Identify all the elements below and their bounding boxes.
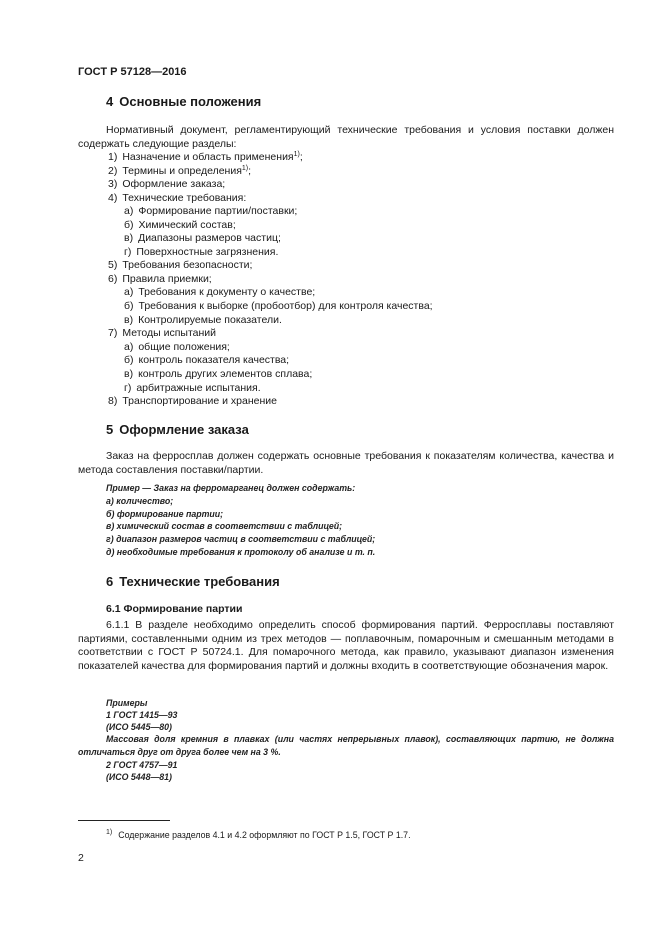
list-subitem — [124, 368, 312, 382]
section-5-text — [78, 450, 614, 477]
section-6-heading — [106, 574, 280, 589]
footnote-mark: 1) — [106, 829, 113, 836]
list-subitem — [124, 354, 289, 368]
example-2-standard: 2 ГОСТ 4757—91 — [106, 760, 178, 770]
clause-6-1-1 — [78, 619, 614, 674]
list-marker: 8) — [108, 395, 118, 407]
list-marker: а) — [124, 341, 134, 353]
list-text: Требования к выборке (пробоотбор) для контроля качества; — [138, 300, 433, 312]
list-item — [108, 178, 225, 192]
list-item — [108, 192, 246, 206]
section-number: 6 — [106, 574, 114, 589]
list-punct: ; — [248, 165, 252, 177]
example-2-iso: (ИСО 5448—81) — [106, 772, 172, 782]
list-text: Диапазоны размеров частиц; — [138, 232, 281, 244]
example-1-text — [78, 733, 614, 759]
list-marker: 4) — [108, 192, 118, 204]
list-subitem — [124, 300, 433, 314]
examples-title: Примеры — [106, 698, 148, 708]
list-item — [108, 273, 212, 287]
section-title: Основные положения — [119, 94, 262, 109]
paragraph-text: 6.1.1 В разделе необходимо определить способ формирования партий. Ферросплавы поставляют партиями, составленными одним из трех методов — поплавочным, помарочным и смешанным методами в соответствии с ГОСТ Р 50724.1. Для помарочного метода, как правило, указывают диапазон изменения показателей качества для формирования партий и должны входить в соответствующие обозначения марок. — [78, 619, 614, 673]
list-subitem — [124, 341, 230, 355]
list-item — [108, 327, 216, 341]
page-number: 2 — [78, 852, 84, 864]
list-marker: а) — [124, 286, 134, 298]
example-line: б) формирование партии; — [106, 509, 224, 519]
list-text: Контролируемые показатели. — [138, 314, 282, 326]
list-text: Требования к документу о качестве; — [138, 286, 316, 298]
list-marker: в) — [124, 314, 134, 326]
list-subitem — [124, 382, 261, 396]
list-marker: г) — [124, 382, 132, 394]
subsection-6-1-heading: 6.1 Формирование партии — [106, 603, 243, 615]
list-text: Термины и определения — [122, 165, 242, 177]
list-punct: ; — [299, 151, 303, 163]
list-text: контроль показателя качества; — [138, 354, 290, 366]
list-subitem — [124, 314, 282, 328]
list-marker: г) — [124, 246, 132, 258]
list-subitem — [124, 232, 281, 246]
example-text: Массовая доля кремния в плавках (или частях непрерывных плавок), составляющих партию, не должна отличаться друг от друга более чем на 3 %. — [78, 734, 614, 757]
list-text: Химический состав; — [138, 219, 236, 231]
list-text: Назначение и область применения — [122, 151, 294, 163]
paragraph-text: Нормативный документ, регламентирующий технические требования и условия поставки должен содержать следующие разделы: — [78, 124, 614, 150]
list-marker: 2) — [108, 165, 118, 177]
list-marker: а) — [124, 205, 134, 217]
list-text: Поверхностные загрязнения. — [136, 246, 279, 258]
section-number: 4 — [106, 94, 114, 109]
list-text: Формирование партии/поставки; — [138, 205, 298, 217]
list-subitem — [124, 219, 236, 233]
list-text: Транспортирование и хранение — [122, 395, 277, 407]
list-text: Технические требования: — [122, 192, 247, 204]
list-subitem — [124, 246, 278, 260]
list-marker: 1) — [108, 151, 118, 163]
list-text: Оформление заказа; — [122, 178, 226, 190]
list-marker: 6) — [108, 273, 118, 285]
list-subitem — [124, 205, 297, 219]
footnote-ref: 1) — [293, 151, 300, 158]
example-1-standard: 1 ГОСТ 1415—93 — [106, 710, 178, 720]
section-4-heading — [106, 94, 261, 109]
list-marker: в) — [124, 368, 134, 380]
example-line: г) диапазон размеров частиц в соответствии с таблицей; — [106, 534, 376, 544]
section-5-heading — [106, 422, 249, 437]
list-marker: 7) — [108, 327, 118, 339]
list-marker: в) — [124, 232, 134, 244]
section-title: Оформление заказа — [119, 422, 249, 437]
list-item — [108, 259, 252, 273]
running-header: ГОСТ Р 57128—2016 — [78, 66, 187, 78]
list-text: Методы испытаний — [122, 327, 216, 339]
example-line: а) количество; — [106, 496, 174, 506]
paragraph-text: Заказ на ферросплав должен содержать основные требования к показателям количества, качества и метода составления поставки/партии. — [78, 450, 614, 476]
list-text: Правила приемки; — [122, 273, 212, 285]
list-marker: б) — [124, 219, 134, 231]
list-text: Требования безопасности; — [122, 259, 253, 271]
list-subitem — [124, 286, 315, 300]
example-1-iso: (ИСО 5445—80) — [106, 722, 172, 732]
example-line: д) необходимые требования к протоколу об анализе и т. п. — [106, 547, 376, 557]
list-text: общие положения; — [138, 341, 230, 353]
list-item — [108, 151, 303, 165]
footnote — [106, 830, 411, 840]
list-item — [108, 165, 251, 179]
section-title: Технические требования — [119, 574, 280, 589]
list-marker: 5) — [108, 259, 118, 271]
list-text: контроль других элементов сплава; — [138, 368, 313, 380]
list-item — [108, 395, 277, 409]
list-marker: б) — [124, 354, 134, 366]
footnote-separator — [78, 820, 170, 821]
footnote-ref: 1) — [241, 165, 249, 172]
footnote-text: Содержание разделов 4.1 и 4.2 оформляют по ГОСТ Р 1.5, ГОСТ Р 1.7. — [118, 830, 411, 840]
list-marker: б) — [124, 300, 134, 312]
example-line: в) химический состав в соответствии с таблицей; — [106, 521, 343, 531]
list-text: арбитражные испытания. — [136, 382, 261, 394]
example-title: Пример — Заказ на ферромарганец должен содержать: — [106, 483, 356, 493]
section-4-intro — [78, 124, 614, 151]
list-marker: 3) — [108, 178, 118, 190]
section-number: 5 — [106, 422, 114, 437]
